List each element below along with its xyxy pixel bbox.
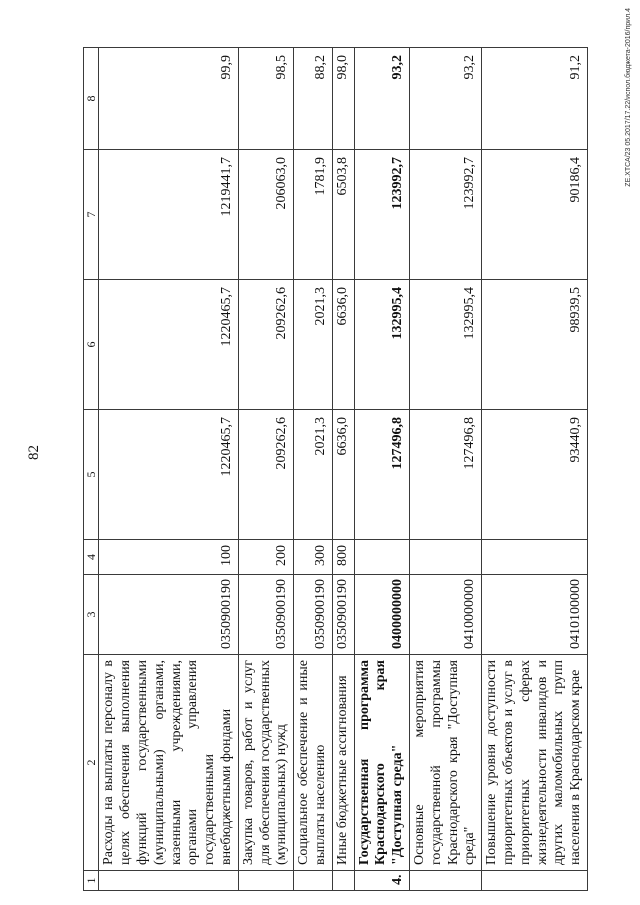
- row-number: [238, 871, 293, 891]
- approved-amount: 209262,6: [238, 410, 293, 540]
- row-number: [409, 871, 481, 891]
- table-row: [238, 48, 293, 891]
- adjusted-amount: 98939,5: [482, 280, 588, 410]
- table-row: [99, 48, 238, 891]
- table-row: [482, 48, 588, 891]
- adjusted-amount: 132995,4: [354, 280, 409, 410]
- table-row: [354, 48, 409, 891]
- item-name: Основные мероприятия государственной программы Краснодарского края "Доступная среда": [409, 655, 481, 871]
- expense-type-code: [482, 540, 588, 575]
- target-article-code: 0350900190: [99, 575, 238, 655]
- page-number: 82: [26, 445, 42, 460]
- adjusted-amount: 6636,0: [332, 280, 354, 410]
- row-number: 4.: [354, 871, 409, 891]
- executed-amount: 1219441,7: [99, 150, 238, 280]
- approved-amount: 127496,8: [354, 410, 409, 540]
- execution-percent: 93,2: [409, 48, 481, 150]
- executed-amount: 90186,4: [482, 150, 588, 280]
- adjusted-amount: 1220465,7: [99, 280, 238, 410]
- execution-percent: 91,2: [482, 48, 588, 150]
- budget-table: [83, 47, 588, 891]
- approved-amount: 6636,0: [332, 410, 354, 540]
- target-article-code: 0350900190: [238, 575, 293, 655]
- footer-stamp: ZЕ.XТСА/23 05.2017/17.22/испол.бюджета-2016/прил.4: [625, 8, 632, 187]
- column-header: 1: [84, 871, 99, 891]
- target-article-code: 0400000000: [354, 575, 409, 655]
- execution-percent: 98,0: [332, 48, 354, 150]
- executed-amount: 123992,7: [354, 150, 409, 280]
- expense-type-code: 300: [294, 540, 333, 575]
- approved-amount: 93440,9: [482, 410, 588, 540]
- expense-type-code: 800: [332, 540, 354, 575]
- column-header: 6: [84, 280, 99, 410]
- target-article-code: 0350900190: [332, 575, 354, 655]
- column-header: 3: [84, 575, 99, 655]
- column-header: 7: [84, 150, 99, 280]
- expense-type-code: [354, 540, 409, 575]
- approved-amount: 127496,8: [409, 410, 481, 540]
- column-header: 2: [84, 655, 99, 871]
- expense-type-code: 200: [238, 540, 293, 575]
- item-name: Повышение уровня доступности приоритетных объектов и услуг в приоритетных сферах жизнедеятельности инвалидов и других маломобильных групп населения в Краснодарском крае: [482, 655, 588, 871]
- expense-type-code: 100: [99, 540, 238, 575]
- execution-percent: 88,2: [294, 48, 333, 150]
- execution-percent: 98,5: [238, 48, 293, 150]
- adjusted-amount: 132995,4: [409, 280, 481, 410]
- execution-percent: 93,2: [354, 48, 409, 150]
- approved-amount: 2021,3: [294, 410, 333, 540]
- row-number: [482, 871, 588, 891]
- item-name: Государственная программа Краснодарского края "Доступная среда": [354, 655, 409, 871]
- expense-type-code: [409, 540, 481, 575]
- item-name: Закупка товаров, работ и услуг для обеспечения государственных (муниципальных) нужд: [238, 655, 293, 871]
- executed-amount: 6503,8: [332, 150, 354, 280]
- adjusted-amount: 2021,3: [294, 280, 333, 410]
- item-name: Социальное обеспечение и иные выплаты населению: [294, 655, 333, 871]
- column-header: 4: [84, 540, 99, 575]
- adjusted-amount: 209262,6: [238, 280, 293, 410]
- item-name: Иные бюджетные ассигнования: [332, 655, 354, 871]
- row-number: [332, 871, 354, 891]
- row-number: [99, 871, 238, 891]
- table-header-row: [84, 48, 99, 891]
- table-row: [294, 48, 333, 891]
- target-article-code: 0410100000: [482, 575, 588, 655]
- executed-amount: 123992,7: [409, 150, 481, 280]
- column-header: 5: [84, 410, 99, 540]
- approved-amount: 1220465,7: [99, 410, 238, 540]
- target-article-code: 0350900190: [294, 575, 333, 655]
- item-name: Расходы на выплаты персоналу в целях обеспечения выполнения функций государственными (муниципальными) органами, казенными учреждениями, органами управления государственными внебюджетными фондами: [99, 655, 238, 871]
- executed-amount: 1781,9: [294, 150, 333, 280]
- row-number: [294, 871, 333, 891]
- column-header: 8: [84, 48, 99, 150]
- table-row: [332, 48, 354, 891]
- executed-amount: 206063,0: [238, 150, 293, 280]
- execution-percent: 99,9: [99, 48, 238, 150]
- table-row: [409, 48, 481, 891]
- target-article-code: 0410000000: [409, 575, 481, 655]
